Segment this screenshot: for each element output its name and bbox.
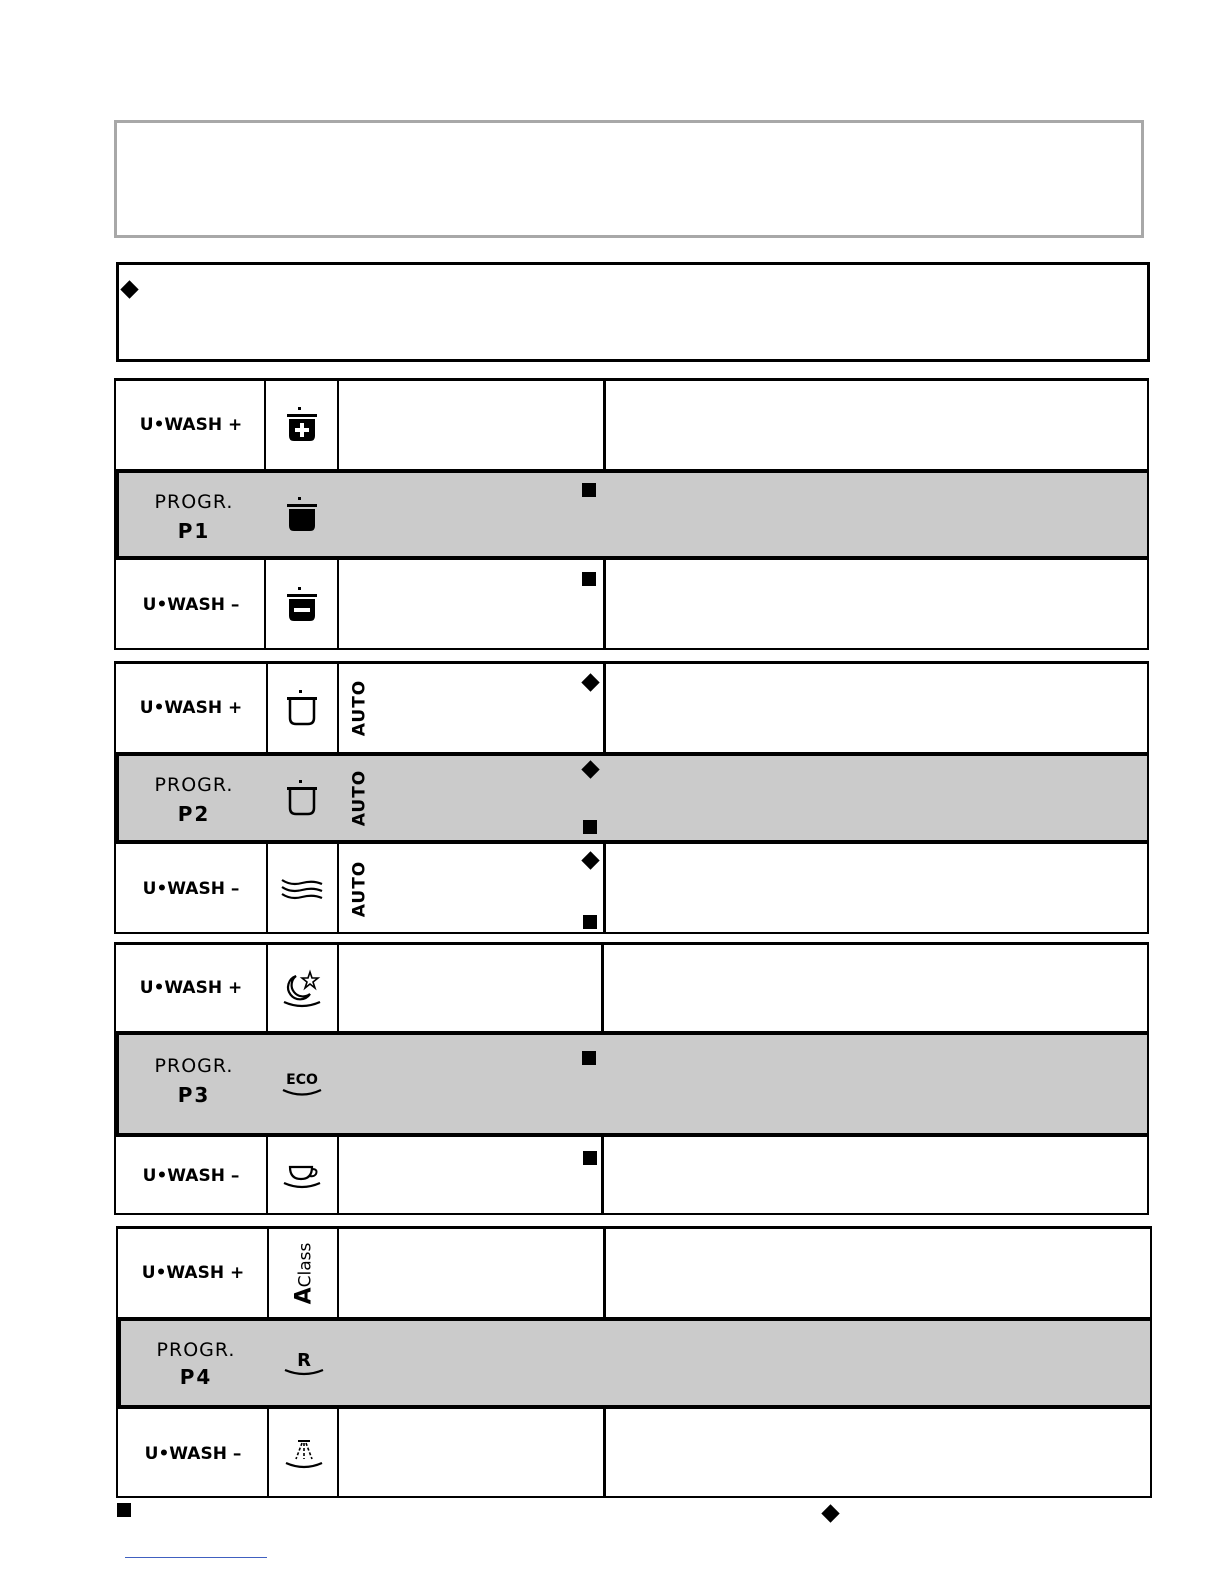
program-group-4 bbox=[116, 1226, 1152, 1498]
waves-icon bbox=[266, 844, 338, 934]
uwash-minus-label: U•WASH – bbox=[142, 879, 240, 899]
uwash-plus-label: U•WASH + bbox=[139, 415, 243, 435]
uwash-plus-label: U•WASH + bbox=[139, 698, 243, 718]
table-row-selected bbox=[116, 1031, 1147, 1137]
auto-label: AUTO bbox=[349, 679, 369, 737]
square-marker-icon bbox=[583, 915, 597, 929]
table-row bbox=[118, 1229, 1150, 1317]
square-marker-icon bbox=[582, 572, 596, 586]
svg-text:R: R bbox=[297, 1350, 311, 1371]
pot-outline-icon bbox=[266, 664, 338, 752]
uwash-minus-label: U•WASH – bbox=[142, 595, 240, 615]
table-row bbox=[116, 664, 1147, 752]
footnote-link-underline bbox=[125, 1557, 267, 1558]
pot-minus-icon bbox=[266, 560, 338, 650]
table-row-selected bbox=[118, 1317, 1150, 1409]
spray-icon bbox=[268, 1409, 340, 1499]
program-number: P3 bbox=[177, 1083, 211, 1107]
pot-plus-icon bbox=[266, 381, 338, 469]
program-number: P1 bbox=[177, 519, 211, 543]
program-group-2 bbox=[114, 661, 1149, 934]
progr-label: PROGR. P4 bbox=[121, 1321, 271, 1405]
eco-icon bbox=[266, 1035, 338, 1133]
uwash-plus-label: U•WASH + bbox=[141, 1263, 245, 1283]
table-row bbox=[118, 1409, 1150, 1499]
auto-label: AUTO bbox=[349, 860, 369, 918]
uwash-minus-label: U•WASH – bbox=[144, 1444, 242, 1464]
rinse-icon bbox=[268, 1321, 340, 1405]
note-box bbox=[116, 262, 1150, 362]
square-marker-icon bbox=[582, 1051, 596, 1065]
table-row-selected bbox=[116, 469, 1147, 560]
table-row bbox=[116, 844, 1147, 934]
progr-label: PROGR. P2 bbox=[119, 756, 269, 840]
a-class-icon: AClass bbox=[291, 1242, 317, 1304]
square-legend-icon bbox=[117, 1503, 131, 1517]
svg-text:ECO: ECO bbox=[286, 1072, 318, 1088]
table-row bbox=[116, 381, 1147, 469]
pot-filled-icon bbox=[266, 473, 338, 556]
pot-outline-icon bbox=[266, 756, 338, 840]
square-marker-icon bbox=[583, 820, 597, 834]
progr-label: PROGR. P3 bbox=[119, 1035, 269, 1133]
table-row bbox=[116, 560, 1147, 650]
program-number: P2 bbox=[177, 802, 211, 826]
square-marker-icon bbox=[582, 483, 596, 497]
program-group-3 bbox=[114, 942, 1149, 1215]
diamond-legend-icon bbox=[821, 1504, 839, 1522]
header-box bbox=[114, 120, 1144, 238]
table-row bbox=[116, 1137, 1147, 1215]
program-group-1 bbox=[114, 378, 1149, 650]
night-icon bbox=[266, 945, 338, 1031]
diamond-marker-icon bbox=[581, 673, 599, 691]
program-number: P4 bbox=[179, 1365, 213, 1389]
table-row bbox=[116, 945, 1147, 1031]
auto-label: AUTO bbox=[349, 769, 369, 827]
cup-icon bbox=[266, 1137, 338, 1215]
diamond-marker-icon bbox=[581, 760, 599, 778]
table-row-selected bbox=[116, 752, 1147, 844]
diamond-marker-icon bbox=[120, 280, 138, 298]
uwash-plus-label: U•WASH + bbox=[139, 978, 243, 998]
progr-label: PROGR. P1 bbox=[119, 473, 269, 556]
diamond-marker-icon bbox=[581, 851, 599, 869]
square-marker-icon bbox=[583, 1151, 597, 1165]
uwash-minus-label: U•WASH – bbox=[142, 1166, 240, 1186]
